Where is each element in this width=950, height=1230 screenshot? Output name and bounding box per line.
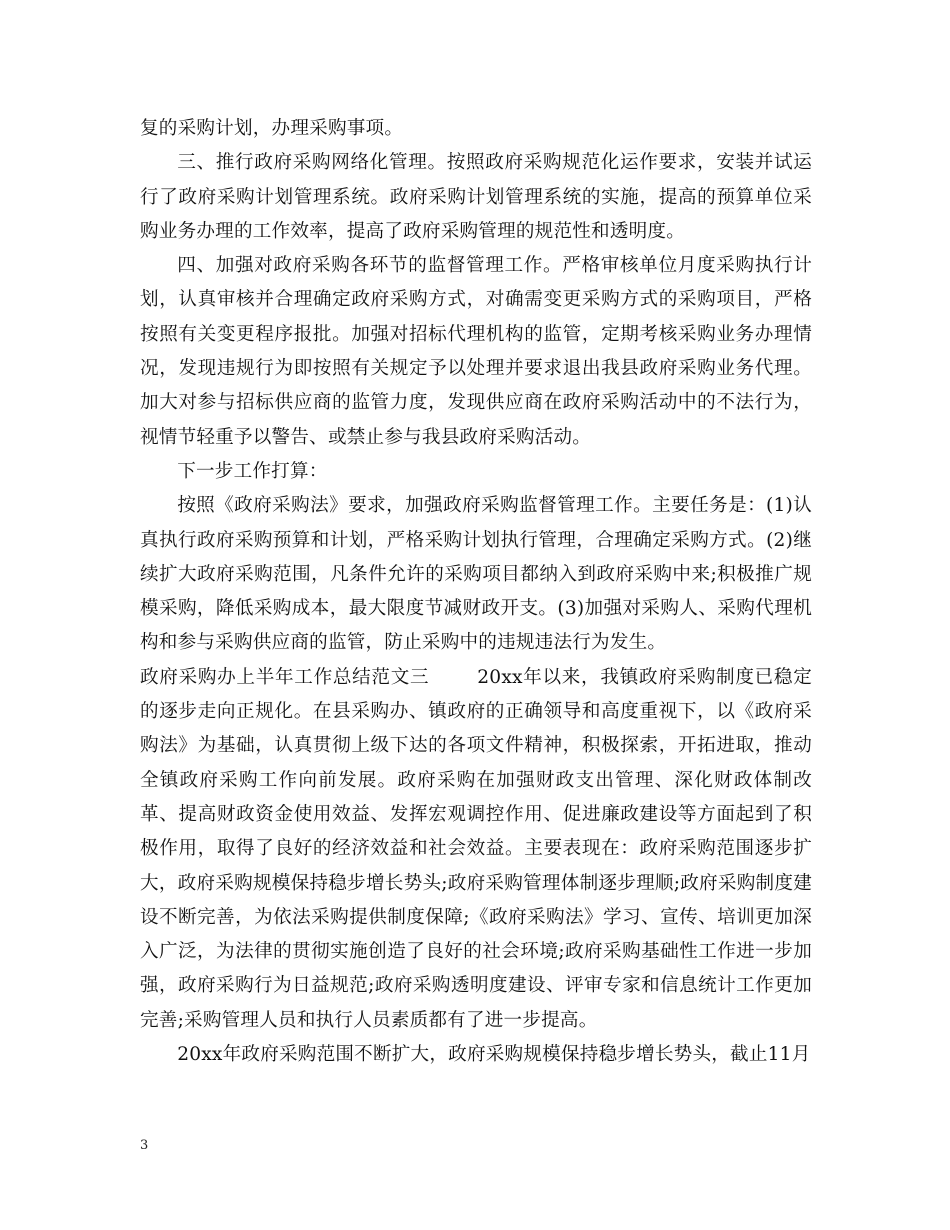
paragraph-next-steps-body: 按照《政府采购法》要求，加强政府采购监督管理工作。主要任务是：(1)认真执行政府采购预算和计划，严格采购计划执行管理，合理确定采购方式。(2)继续扩大政府采购范围，凡条件允许的采购项目都纳入到政府采购中来;积极推广规模采购，降低采购成本，最大限度节减财政开支。(3)加强对采购人、采购代理机构和参与采购供应商的监管，防止采购中的违规违法行为发生。 <box>140 495 812 654</box>
paragraph-section-three: 三、推行政府采购网络化管理。按照政府采购规范化运作要求，安装并试运行了政府采购计划管理系统。政府采购计划管理系统的实施，提高的预算单位采购业务办理的工作效率，提高了政府采购管理的规范性和透明度。 <box>140 152 812 242</box>
paragraph-last: 20xx年政府采购范围不断扩大，政府采购规模保持稳步增长势头，截止11月 <box>177 1044 811 1066</box>
paragraph-new-section <box>140 661 812 1038</box>
section-lead-text: 20xx年以来，我镇政府采购制度已稳定的逐步走向正规化。在县采购办、镇政府的正确领导和高度重视下，以《政府采购法》为基础，认真贯彻上级下达的各项文件精神，积极探索，开拓进取，推动全镇政府采购工作向前发展。政府采购在加强财政支出管理、深化财政体制改革、提高财政资金使用效益、发挥宏观调控作用、促进廉政建设等方面起到了积极作用，取得了良好的经济效益和社会效益。主要表现在：政府采购范围逐步扩大，政府采购规模保持稳步增长势头;政府采购管理体制逐步理顺;政府采购制度建设不断完善，为依法采购提供制度保障;《政府采购法》学习、宣传、培训更加深入广泛，为法律的贯彻实施创造了良好的社会环境;政府采购基础性工作进一步加强，政府采购行为日益规范;政府采购透明度建设、评审专家和信息统计工作更加完善;采购管理人员和执行人员素质都有了进一步提高。 <box>140 666 812 1031</box>
section-title: 政府采购办上半年工作总结范文三 <box>140 666 430 688</box>
paragraph-section-four: 四、加强对政府采购各环节的监督管理工作。严格审核单位月度采购执行计划，认真审核并合理确定政府采购方式，对确需变更采购方式的采购项目，严格按照有关变更程序报批。加强对招标代理机构的监管，定期考核采购业务办理情况，发现违规行为即按照有关规定予以处理并要求退出我县政府采购业务代理。加大对参与招标供应商的监管力度，发现供应商在政府采购活动中的不法行为，视情节轻重予以警告、或禁止参与我县政府采购活动。 <box>140 255 812 448</box>
paragraph-continuation: 复的采购计划，办理采购事项。 <box>140 118 404 139</box>
document-body <box>140 112 812 1072</box>
page-number: 3 <box>140 1138 149 1153</box>
paragraph-next-steps-heading: 下一步工作打算： <box>177 460 328 482</box>
